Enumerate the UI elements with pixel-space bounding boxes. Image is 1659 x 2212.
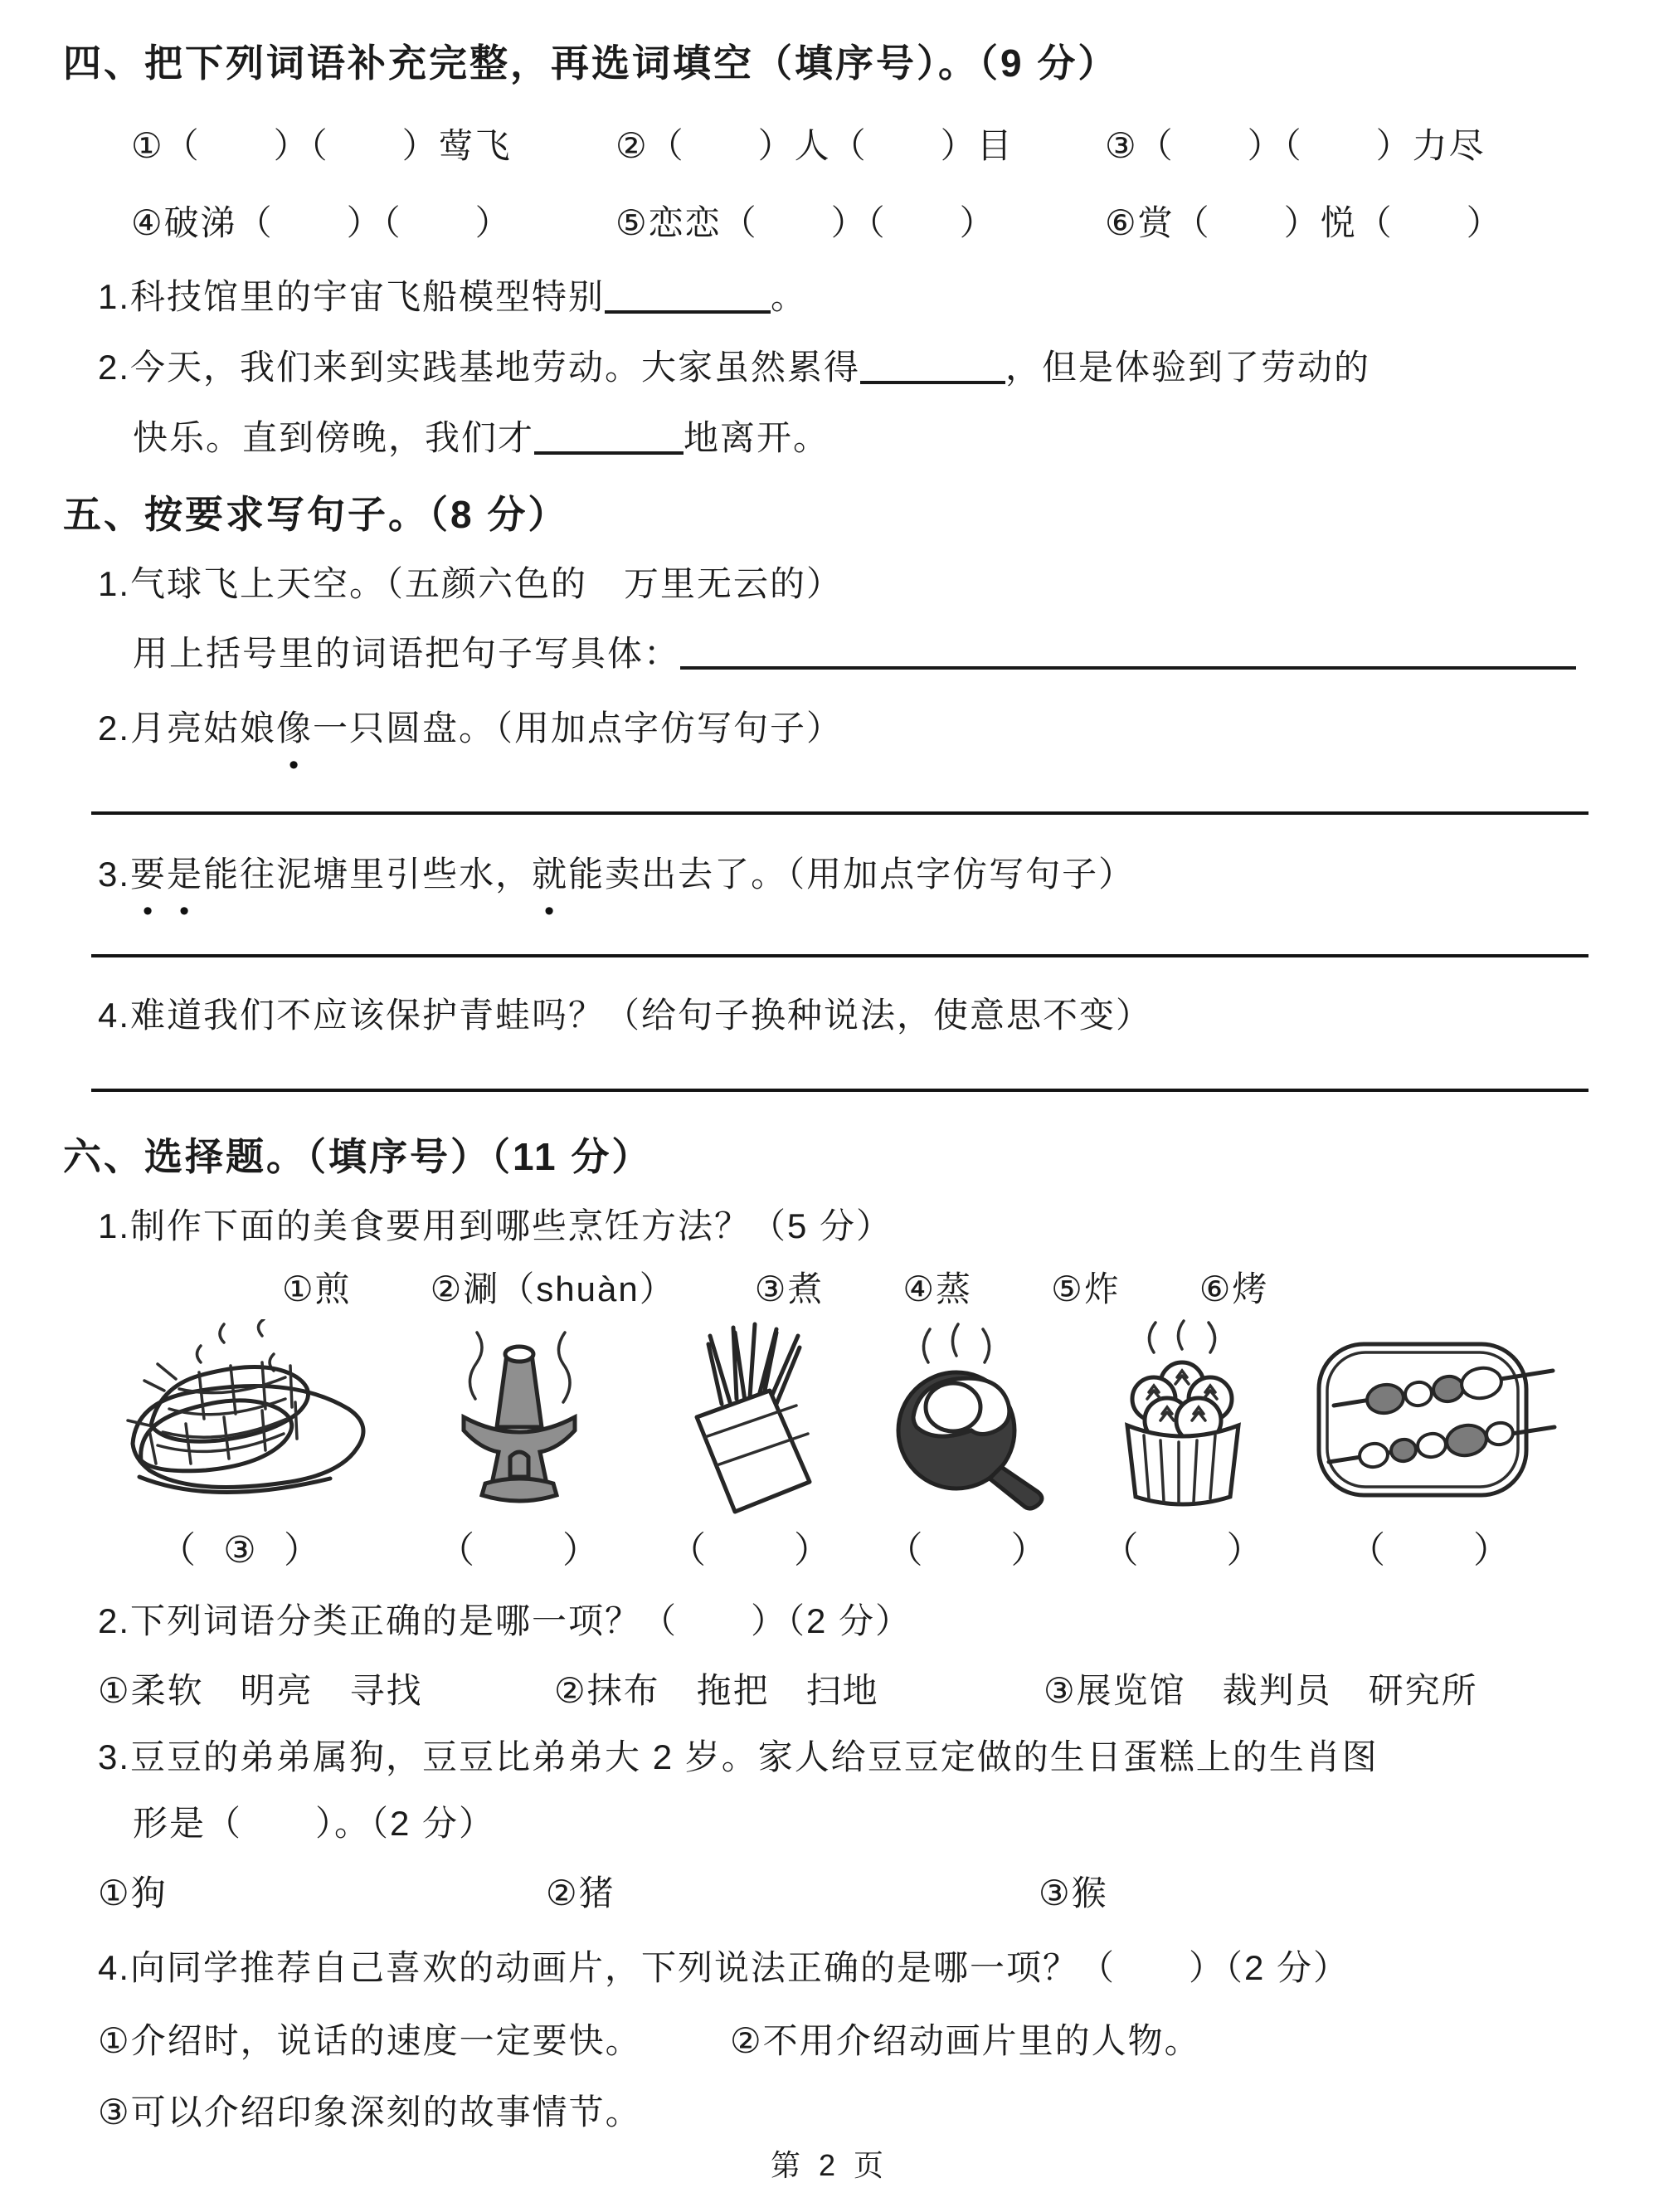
section4-title: 四、把下列词语补充完整，再选词填空（填序号）。（9 分） (63, 41, 1119, 85)
s6-q4-option: ②不用介绍动画片里的人物。 (730, 2021, 1201, 2060)
page-number: 第 2 页 (770, 2148, 889, 2182)
fill-in-sentence-2-line2 (133, 415, 830, 460)
dotted-char: 是 (167, 855, 204, 894)
answer-value: ③ (223, 1530, 258, 1571)
steamed-buns-image (1094, 1319, 1272, 1518)
sentence-text: 地离开。 (684, 418, 830, 458)
food-cell (861, 1311, 1074, 1518)
fill-in-sentence-2-line1 (98, 344, 1370, 390)
dotted-char: 像 (276, 709, 314, 748)
food-answer: （ ③ ） (159, 1530, 322, 1571)
food-cell (640, 1311, 861, 1518)
food-answer: （ ） (1102, 1530, 1265, 1571)
word-blank-item: ③（ ）（ ）力尽 (1105, 126, 1486, 165)
sentence-text: ，但是体验到了劳动的 (1005, 348, 1371, 387)
answer-line (91, 811, 1588, 815)
method-option: ④蒸 (902, 1269, 973, 1308)
french-fries-image (647, 1319, 854, 1518)
method-option: ⑥烤 (1199, 1269, 1269, 1308)
food-answer: （ ） (886, 1530, 1049, 1571)
method-option: ②涮（shuàn） (430, 1269, 676, 1308)
answer-line (680, 666, 1576, 670)
dotted-char: 要 (130, 855, 168, 894)
s6-q3-option: ②猪 (546, 1873, 615, 1912)
food-answer: （ ） (1349, 1530, 1511, 1571)
s5-question-1: 1.气球飞上天空。（五颜六色的 万里无云的） (98, 564, 844, 603)
section5-title: 五、按要求写句子。（8 分） (63, 493, 569, 536)
section6-title: 六、选择题。（填序号）（11 分） (63, 1135, 653, 1178)
food-answer: （ ） (438, 1530, 601, 1571)
food-cell (1074, 1311, 1292, 1518)
answer-line (91, 1089, 1588, 1092)
prompt-text: 用上括号里的词语把句子写具体： (133, 634, 681, 673)
word-blank-item: ②（ ）人（ ）目 (615, 126, 1014, 165)
s6-question-3-line2: 形是（ ）。（2 分） (133, 1804, 496, 1843)
sentence-text: 快乐。直到傍晚，我们才 (133, 418, 535, 458)
word-blank-item: ④破涕（ ）（ ） (131, 203, 512, 242)
s5-question-3 (98, 853, 1135, 897)
s6-q4-option: ①介绍时，说话的速度一定要快。 (98, 2021, 642, 2060)
s6-q2-option: ②抹布 拖把 扫地 (554, 1671, 879, 1710)
fried-egg-pan-image (870, 1319, 1065, 1518)
word-blank-item: ⑥赏（ ）悦（ ） (1105, 203, 1503, 242)
sentence-text: 能往泥塘里引些水， (203, 855, 533, 894)
s5-question-2 (98, 707, 843, 751)
method-option: ③煮 (754, 1269, 825, 1308)
food-cell (1292, 1311, 1568, 1518)
s5-question-1-prompt-line (133, 632, 1576, 676)
skewers-plate-image (1297, 1319, 1563, 1518)
word-blank-item: ⑤恋恋（ ）（ ） (615, 203, 996, 242)
food-images-row (83, 1311, 1568, 1518)
food-cell (83, 1311, 398, 1518)
s6-question-1: 1.制作下面的美食要用到哪些烹饪方法？（5 分） (98, 1206, 893, 1245)
s6-q2-option: ③展览馆 裁判员 研究所 (1044, 1671, 1478, 1710)
food-cell (398, 1311, 640, 1518)
food-answer: （ ） (669, 1530, 832, 1571)
sentence-text: 能卖出去了。（用加点字仿写句子） (568, 855, 1136, 894)
s6-question-2: 2.下列词语分类正确的是哪一项？（ ）（2 分） (98, 1601, 912, 1640)
answer-blank (605, 274, 771, 314)
answer-blank (534, 415, 684, 455)
s6-question-4: 4.向同学推荐自己喜欢的动画片，下列说法正确的是哪一项？（ ）（2 分） (98, 1948, 1350, 1987)
sentence-text: 。 (771, 277, 808, 317)
s6-q4-option: ③可以介绍印象深刻的故事情节。 (98, 2093, 642, 2132)
cooking-methods-row (282, 1268, 1268, 1312)
dotted-char: 就 (532, 855, 569, 894)
sentence-text: 2.月亮姑娘 (98, 709, 277, 748)
s6-q2-option: ①柔软 明亮 寻找 (98, 1671, 423, 1710)
corn-in-bowl-image (100, 1319, 382, 1518)
sentence-text: 2.今天，我们来到实践基地劳动。大家虽然累得 (98, 348, 861, 387)
sentence-text: 3. (98, 855, 131, 894)
sentence-text: 一只圆盘。（用加点字仿写句子） (313, 709, 844, 748)
hot-pot-image (424, 1319, 615, 1518)
method-option: ⑤炸 (1051, 1269, 1121, 1308)
food-answers-row (83, 1520, 1568, 1573)
answer-line (91, 954, 1588, 957)
s6-q3-option: ①狗 (98, 1873, 168, 1912)
answer-blank (860, 344, 1005, 384)
s6-q3-option: ③猴 (1039, 1873, 1108, 1912)
fill-in-sentence-1 (98, 274, 807, 319)
sentence-text: 1.科技馆里的宇宙飞船模型特别 (98, 277, 606, 317)
method-option: ①煎 (282, 1269, 352, 1308)
s6-question-3-line1: 3.豆豆的弟弟属狗，豆豆比弟弟大 2 岁。家人给豆豆定做的生日蛋糕上的生肖图 (98, 1737, 1379, 1776)
s5-question-4: 4.难道我们不应该保护青蛙吗？（给句子换种说法，使意思不变） (98, 996, 1153, 1035)
word-blank-item: ①（ ）（ ）莺飞 (131, 126, 512, 165)
